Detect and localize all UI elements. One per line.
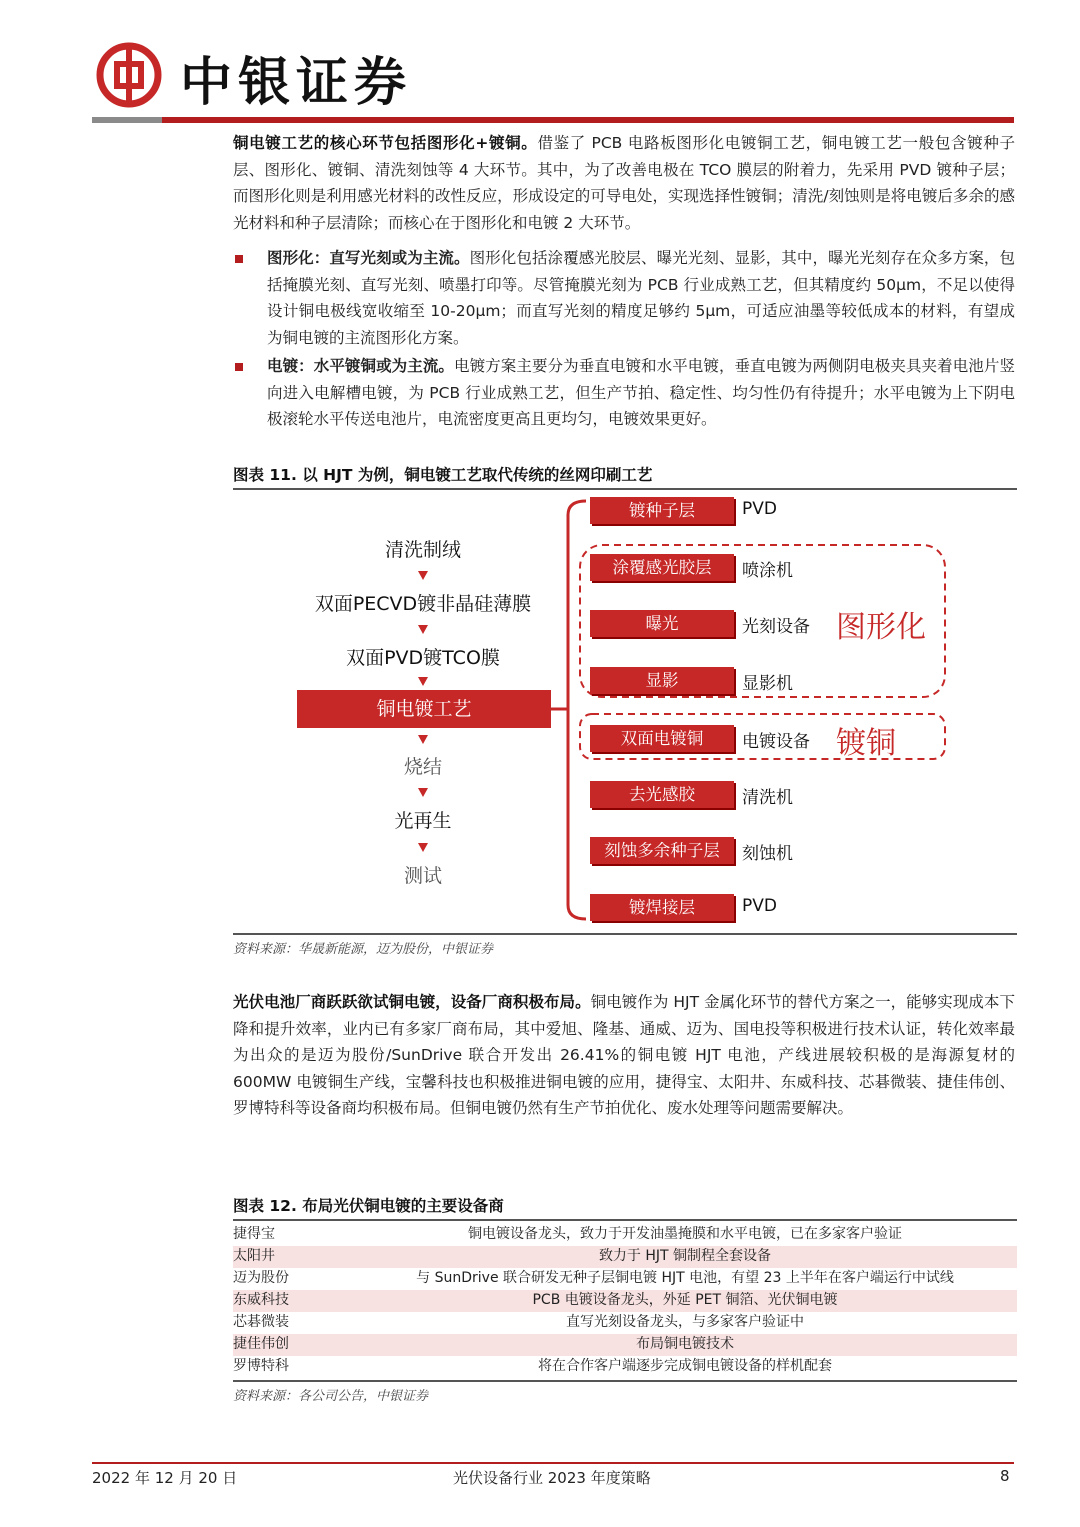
equipment-label: 电镀设备 [742,732,810,752]
market-paragraph [233,989,1015,1122]
company-name: 捷佳伟创 [233,1336,289,1352]
bullet-text: 电镀方案主要分为垂直电镀和水平电镀，垂直电镀为两侧阴电极夹具夹着电池片竖向进入电解槽电镀，为 PCB 行业成熟工艺，但生产节拍、稳定性、均匀性仍有待提升；水平电镀为上下阴电极滚轮水平传送电池片，电流密度更高且更均匀，电镀效果更好。 [267,357,1015,428]
intro-lead: 铜电镀工艺的核心环节包括图形化+镀铜。 [233,134,538,152]
company-desc: 致力于 HJT 铜制程全套设备 [598,1248,772,1264]
bullet-text: 图形化包括涂覆感光胶层、曝光光刻、显影，其中，曝光光刻存在众多方案，包括掩膜光刻、直写光刻、喷墨打印等。尽管掩膜光刻为 PCB 行业成熟工艺，但其精度约 50μm，不足以使得设计铜电极线宽收缩至 10-20μm；而直写光刻的精度足够约 5μm，可适应油墨等较低成本的材料，有望成为铜电镀的主流图形化方案。 [267,249,1015,347]
equipment-label: 喷涂机 [742,561,793,581]
arrow-down-icon [418,735,428,745]
substep-coat-photoresist: 涂覆感光胶层 [590,554,734,581]
brand-name: 中银证券 [180,52,413,113]
bullet-patterning [267,245,1015,351]
footer-divider [92,1462,1014,1464]
table-12-title: 图表 12. 布局光伏铜电镀的主要设备商 [233,1197,504,1215]
step-pecvd: 双面PECVD镀非晶硅薄膜 [314,593,532,615]
company-name: 捷得宝 [233,1226,275,1242]
table-row [233,1312,1017,1334]
table-row [233,1356,1017,1378]
group-label-plating: 镀铜 [836,726,896,761]
bullet-lead: 图形化：直写光刻或为主流。 [267,249,470,267]
equipment-label: PVD [742,896,777,916]
company-desc: 布局铜电镀技术 [636,1336,734,1352]
footer-date: 2022 年 12 月 20 日 [92,1469,238,1487]
substep-remove-photoresist: 去光感胶 [590,781,734,808]
company-desc: 铜电镀设备龙头，致力于开发油墨掩膜和水平电镀，已在多家客户验证 [468,1226,902,1242]
equipment-label: 刻蚀机 [742,844,793,864]
arrow-down-icon [418,843,428,853]
intro-text: 借鉴了 PCB 电路板图形化电镀铜工艺，铜电镀工艺一般包含镀种子层、图形化、镀铜、清洗刻蚀等 4 大环节。其中，为了改善电极在 TCO 膜层的附着力，先采用 PVD 镀种子层；而图形化则是利用感光材料的改性反应，形成设定的可导电处，实现选择性镀铜；清洗/刻蚀则是将电镀后多余的感光材料和种子层清除；而核心在于图形化和电镀 2 大环节。 [233,134,1015,232]
table-top-rule [233,1219,1017,1221]
step-cleaning: 清洗制绒 [384,539,461,561]
company-desc: 将在合作客户端逐步完成铜电镀设备的样机配套 [538,1358,832,1374]
equipment-label: 清洗机 [742,788,793,808]
arrow-down-icon [418,788,428,798]
equipment-label: PVD [742,499,777,519]
table-row [233,1334,1017,1356]
bullet-plating [267,353,1015,433]
company-name: 东威科技 [233,1292,289,1308]
header-divider-accent [92,117,162,123]
company-name: 迈为股份 [233,1270,289,1286]
bullet-icon [235,363,243,371]
substep-etch-seed: 刻蚀多余种子层 [590,837,734,864]
para-lead: 光伏电池厂商跃跃欲试铜电镀，设备厂商积极布局。 [233,993,591,1011]
bullet-icon [235,255,243,263]
figure-bottom-rule [233,933,1017,935]
company-desc: 直写光刻设备龙头，与多家客户验证中 [566,1314,804,1330]
header-divider [92,117,1014,123]
company-desc: 与 SunDrive 联合研发无种子层铜电镀 HJT 电池，有望 23 上半年在客户端运行中试线 [416,1270,954,1286]
step-copper-plating-highlight: 铜电镀工艺 [297,690,551,728]
page-number: 8 [1000,1467,1010,1485]
equipment-label: 光刻设备 [742,617,810,637]
table-row [233,1290,1017,1312]
figure-top-rule [233,488,1017,490]
substep-solder-layer: 镀焊接层 [590,894,734,921]
figure-11-source: 资料来源：华晟新能源，迈为股份，中银证券 [233,942,494,957]
intro-paragraph [233,130,1015,236]
table-row [233,1246,1017,1268]
substep-seed-layer: 镀种子层 [590,497,734,524]
arrow-down-icon [418,677,428,687]
group-label-patterning: 图形化 [836,610,926,645]
step-light-regen: 光再生 [394,810,452,832]
table-12-source: 资料来源：各公司公告，中银证券 [233,1389,429,1404]
table-row [233,1224,1017,1246]
footer-report-title: 光伏设备行业 2023 年度策略 [453,1469,651,1487]
substep-develop: 显影 [590,667,734,694]
step-sintering: 烧结 [403,756,442,778]
substep-exposure: 曝光 [590,610,734,637]
equipment-label: 显影机 [742,674,793,694]
table-bottom-rule [233,1380,1017,1382]
bullet-lead: 电镀：水平镀铜或为主流。 [267,357,455,375]
table-row [233,1268,1017,1290]
figure-11-title: 图表 11. 以 HJT 为例，铜电镀工艺取代传统的丝网印刷工艺 [233,466,653,484]
step-pvd-tco: 双面PVD镀TCO膜 [346,647,500,669]
arrow-down-icon [418,571,428,581]
company-name: 芯碁微装 [233,1314,289,1330]
company-name: 罗博特科 [233,1358,289,1374]
substep-double-plating: 双面电镀铜 [590,725,734,752]
company-name: 太阳井 [233,1248,275,1264]
arrow-down-icon [418,625,428,635]
step-testing: 测试 [403,865,442,887]
company-logo-icon [96,42,162,108]
company-desc: PCB 电镀设备龙头，外延 PET 铜箔、光伏铜电镀 [532,1292,838,1308]
para-text: 铜电镀作为 HJT 金属化环节的替代方案之一，能够实现成本下降和提升效率，业内已有多家厂商布局，其中爱旭、隆基、通威、迈为、国电投等积极进行技术认证，转化效率最为出众的是迈为股份/SunDrive 联合开发出 26.41%的铜电镀 HJT 电池，产线进展较积极的是海源复材的 600MW 电镀铜生产线，宝馨科技也积极推进铜电镀的应用，捷得宝、太阳井、东威科技、芯碁微装、捷佳伟创、罗博特科等设备商均积极布局。但铜电镀仍然有生产节拍优化、废水处理等问题需要解决。 [233,993,1015,1117]
